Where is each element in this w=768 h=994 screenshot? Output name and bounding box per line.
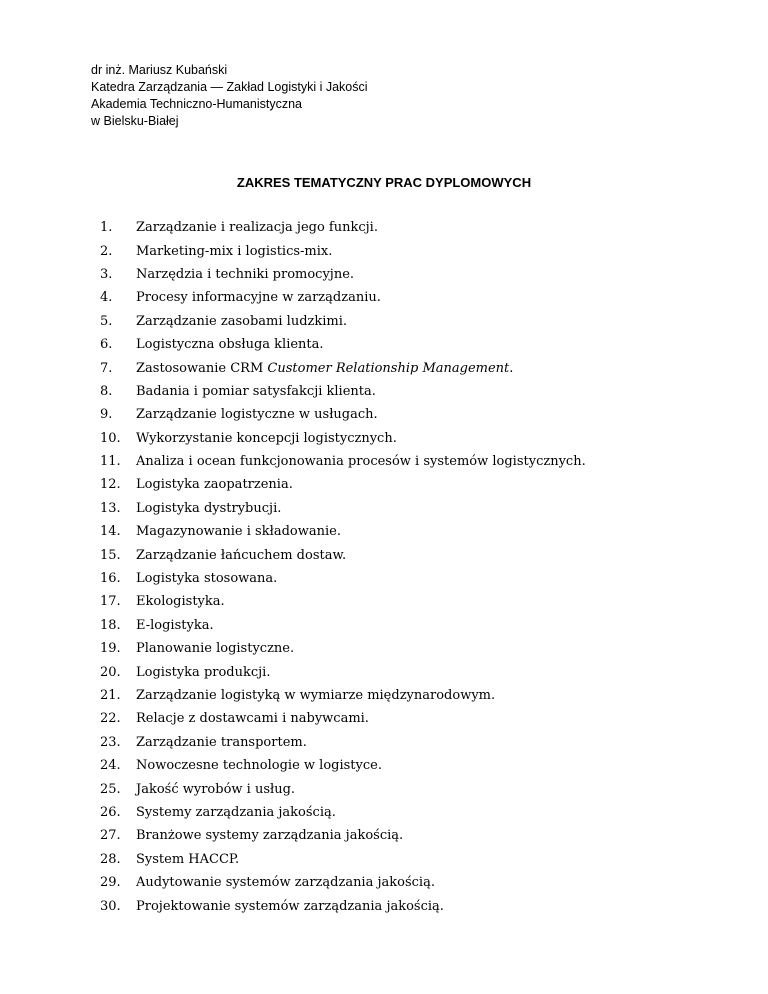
topic-text-main: Badania i pomiar satysfakcji klienta. bbox=[136, 383, 376, 399]
topic-number: 30. bbox=[100, 898, 121, 914]
topic-number: 11. bbox=[100, 454, 121, 470]
topic-text-italic: Customer Relationship Management bbox=[267, 360, 510, 376]
topic-text bbox=[136, 477, 293, 492]
topic-text-main: Projektowanie systemów zarządzania jakością. bbox=[136, 898, 444, 914]
topic-item bbox=[100, 450, 586, 473]
topic-item bbox=[100, 520, 586, 543]
topic-item bbox=[100, 427, 586, 450]
topic-number: 2. bbox=[100, 243, 113, 259]
topic-text bbox=[136, 267, 354, 282]
topic-text-suffix: . bbox=[509, 360, 514, 376]
topic-item bbox=[100, 754, 586, 777]
topic-text-main: Logistyka stosowana. bbox=[136, 571, 278, 587]
topic-text bbox=[136, 290, 381, 305]
topic-item bbox=[100, 848, 586, 871]
topic-number: 18. bbox=[100, 617, 121, 633]
topic-text-main: Planowanie logistyczne. bbox=[136, 641, 295, 657]
topic-number: 25. bbox=[100, 781, 121, 797]
topic-item bbox=[100, 380, 586, 403]
topic-item bbox=[100, 239, 586, 262]
topic-item bbox=[100, 333, 586, 356]
topic-text-main: Audytowanie systemów zarządzania jakością. bbox=[136, 875, 435, 891]
topic-number: 16. bbox=[100, 571, 121, 587]
topic-item bbox=[100, 286, 586, 309]
topic-text bbox=[136, 735, 307, 750]
topic-text-main: Logistyka dystrybucji. bbox=[136, 500, 282, 516]
topic-number: 27. bbox=[100, 828, 121, 844]
topic-text-main: Zarządzanie logistyką w wymiarze międzynarodowym. bbox=[136, 688, 496, 703]
topic-item bbox=[100, 543, 586, 566]
topic-text bbox=[136, 314, 347, 329]
topic-text bbox=[136, 548, 346, 563]
topic-text bbox=[136, 618, 214, 633]
topic-number: 8. bbox=[100, 383, 113, 399]
topic-number: 20. bbox=[100, 664, 121, 680]
topic-text-main: Relacje z dostawcami i nabywcami. bbox=[136, 711, 369, 727]
topic-number: 29. bbox=[100, 875, 121, 891]
topic-text-main: Magazynowanie i składowanie. bbox=[136, 524, 341, 540]
topic-item bbox=[100, 310, 586, 333]
topic-text-main: Zarządzanie zasobami ludzkimi. bbox=[136, 313, 348, 329]
topic-item bbox=[100, 567, 586, 590]
topics-list bbox=[100, 216, 586, 918]
topic-item bbox=[100, 497, 586, 520]
topic-item bbox=[100, 216, 586, 239]
topic-item bbox=[100, 801, 586, 824]
topic-item bbox=[100, 777, 586, 800]
topic-text-main: Ekologistyka. bbox=[136, 594, 225, 610]
topic-number: 12. bbox=[100, 477, 121, 493]
topic-text-main: Wykorzystanie koncepcji logistycznych. bbox=[136, 430, 397, 446]
topic-number: 6. bbox=[100, 337, 113, 353]
topic-text bbox=[136, 524, 341, 539]
topic-text-main: Branżowe systemy zarządzania jakością. bbox=[136, 828, 404, 844]
topic-item bbox=[100, 263, 586, 286]
topic-text-main: Logistyka produkcji. bbox=[136, 664, 271, 680]
topic-number: 9. bbox=[100, 407, 113, 423]
topic-text-main: Analiza i ocean funkcjonowania procesów i systemów logistycznych. bbox=[136, 454, 586, 470]
topic-number: 10. bbox=[100, 430, 121, 446]
topic-number: 22. bbox=[100, 711, 121, 727]
topic-text-main: Zarządzanie logistyczne w usługach. bbox=[136, 407, 378, 423]
topic-item bbox=[100, 871, 586, 894]
topic-text bbox=[136, 594, 225, 609]
topic-text bbox=[136, 407, 378, 422]
topic-number: 5. bbox=[100, 313, 113, 329]
topic-text bbox=[136, 688, 495, 703]
topic-number: 23. bbox=[100, 734, 121, 750]
topic-text-main: System HACCP. bbox=[136, 851, 240, 867]
topic-text bbox=[136, 641, 294, 656]
university-city: w Bielsku-Białej bbox=[91, 114, 179, 128]
topic-text bbox=[136, 852, 239, 867]
topic-number: 19. bbox=[100, 641, 121, 657]
topic-text-main: Nowoczesne technologie w logistyce. bbox=[136, 758, 382, 774]
topic-number: 17. bbox=[100, 594, 121, 610]
topic-text bbox=[136, 828, 403, 843]
topic-number: 13. bbox=[100, 500, 121, 516]
topic-number: 15. bbox=[100, 547, 121, 563]
topic-item bbox=[100, 894, 586, 917]
topic-number: 4. bbox=[100, 290, 113, 306]
author-name: dr inż. Mariusz Kubański bbox=[91, 63, 228, 77]
topic-text-main: Logistyka zaopatrzenia. bbox=[136, 477, 293, 493]
topic-item bbox=[100, 707, 586, 730]
topic-text bbox=[136, 501, 281, 516]
topic-text bbox=[136, 384, 376, 399]
topic-text-main: Marketing-mix i logistics-mix. bbox=[136, 243, 333, 259]
topic-item bbox=[100, 660, 586, 683]
topic-text bbox=[136, 665, 270, 680]
topic-number: 7. bbox=[100, 360, 113, 376]
topic-item bbox=[100, 356, 586, 379]
topic-text bbox=[136, 805, 336, 820]
topic-text-main: Systemy zarządzania jakością. bbox=[136, 804, 336, 820]
author-header bbox=[91, 62, 368, 130]
topic-text-main: E-logistyka. bbox=[136, 617, 214, 633]
topic-text-main: Zarządzanie łańcuchem dostaw. bbox=[136, 547, 347, 563]
topic-number: 24. bbox=[100, 758, 121, 774]
topic-text bbox=[136, 431, 397, 446]
topic-text-main: Narzędzia i techniki promocyjne. bbox=[136, 266, 355, 282]
topic-text bbox=[136, 758, 382, 773]
topic-item bbox=[100, 590, 586, 613]
topic-item bbox=[100, 731, 586, 754]
document-title: ZAKRES TEMATYCZNY PRAC DYPLOMOWYCH bbox=[236, 175, 532, 190]
topic-item bbox=[100, 614, 586, 637]
topic-text bbox=[136, 711, 369, 726]
topic-text bbox=[136, 899, 444, 914]
topic-text-main: Zarządzanie i realizacja jego funkcji. bbox=[136, 220, 378, 236]
topic-item bbox=[100, 473, 586, 496]
topic-text bbox=[136, 875, 435, 890]
topic-text-main: Zastosowanie CRM bbox=[136, 360, 268, 376]
topic-number: 26. bbox=[100, 804, 121, 820]
topic-text-main: Procesy informacyjne w zarządzaniu. bbox=[136, 290, 381, 306]
topic-number: 28. bbox=[100, 851, 121, 867]
topic-text bbox=[136, 337, 324, 352]
topic-text-main: Logistyczna obsługa klienta. bbox=[136, 337, 324, 353]
topic-text-main: Zarządzanie transportem. bbox=[136, 734, 307, 750]
university-name: Akademia Techniczno-Humanistyczna bbox=[91, 97, 302, 111]
department-name: Katedra Zarządzania — Zakład Logistyki i Jakości bbox=[91, 80, 368, 94]
topic-text bbox=[136, 454, 586, 469]
topic-number: 1. bbox=[100, 220, 113, 236]
topic-text bbox=[136, 571, 277, 586]
topic-item bbox=[100, 637, 586, 660]
topic-text bbox=[136, 361, 513, 376]
topic-text-main: Jakość wyrobów i usług. bbox=[136, 781, 296, 797]
topic-item bbox=[100, 824, 586, 847]
topic-item bbox=[100, 684, 586, 707]
topic-item bbox=[100, 403, 586, 426]
topic-text bbox=[136, 244, 332, 259]
topic-number: 21. bbox=[100, 688, 121, 703]
topic-number: 14. bbox=[100, 524, 121, 540]
topic-number: 3. bbox=[100, 266, 113, 282]
topic-text bbox=[136, 782, 295, 797]
topic-text bbox=[136, 220, 378, 235]
